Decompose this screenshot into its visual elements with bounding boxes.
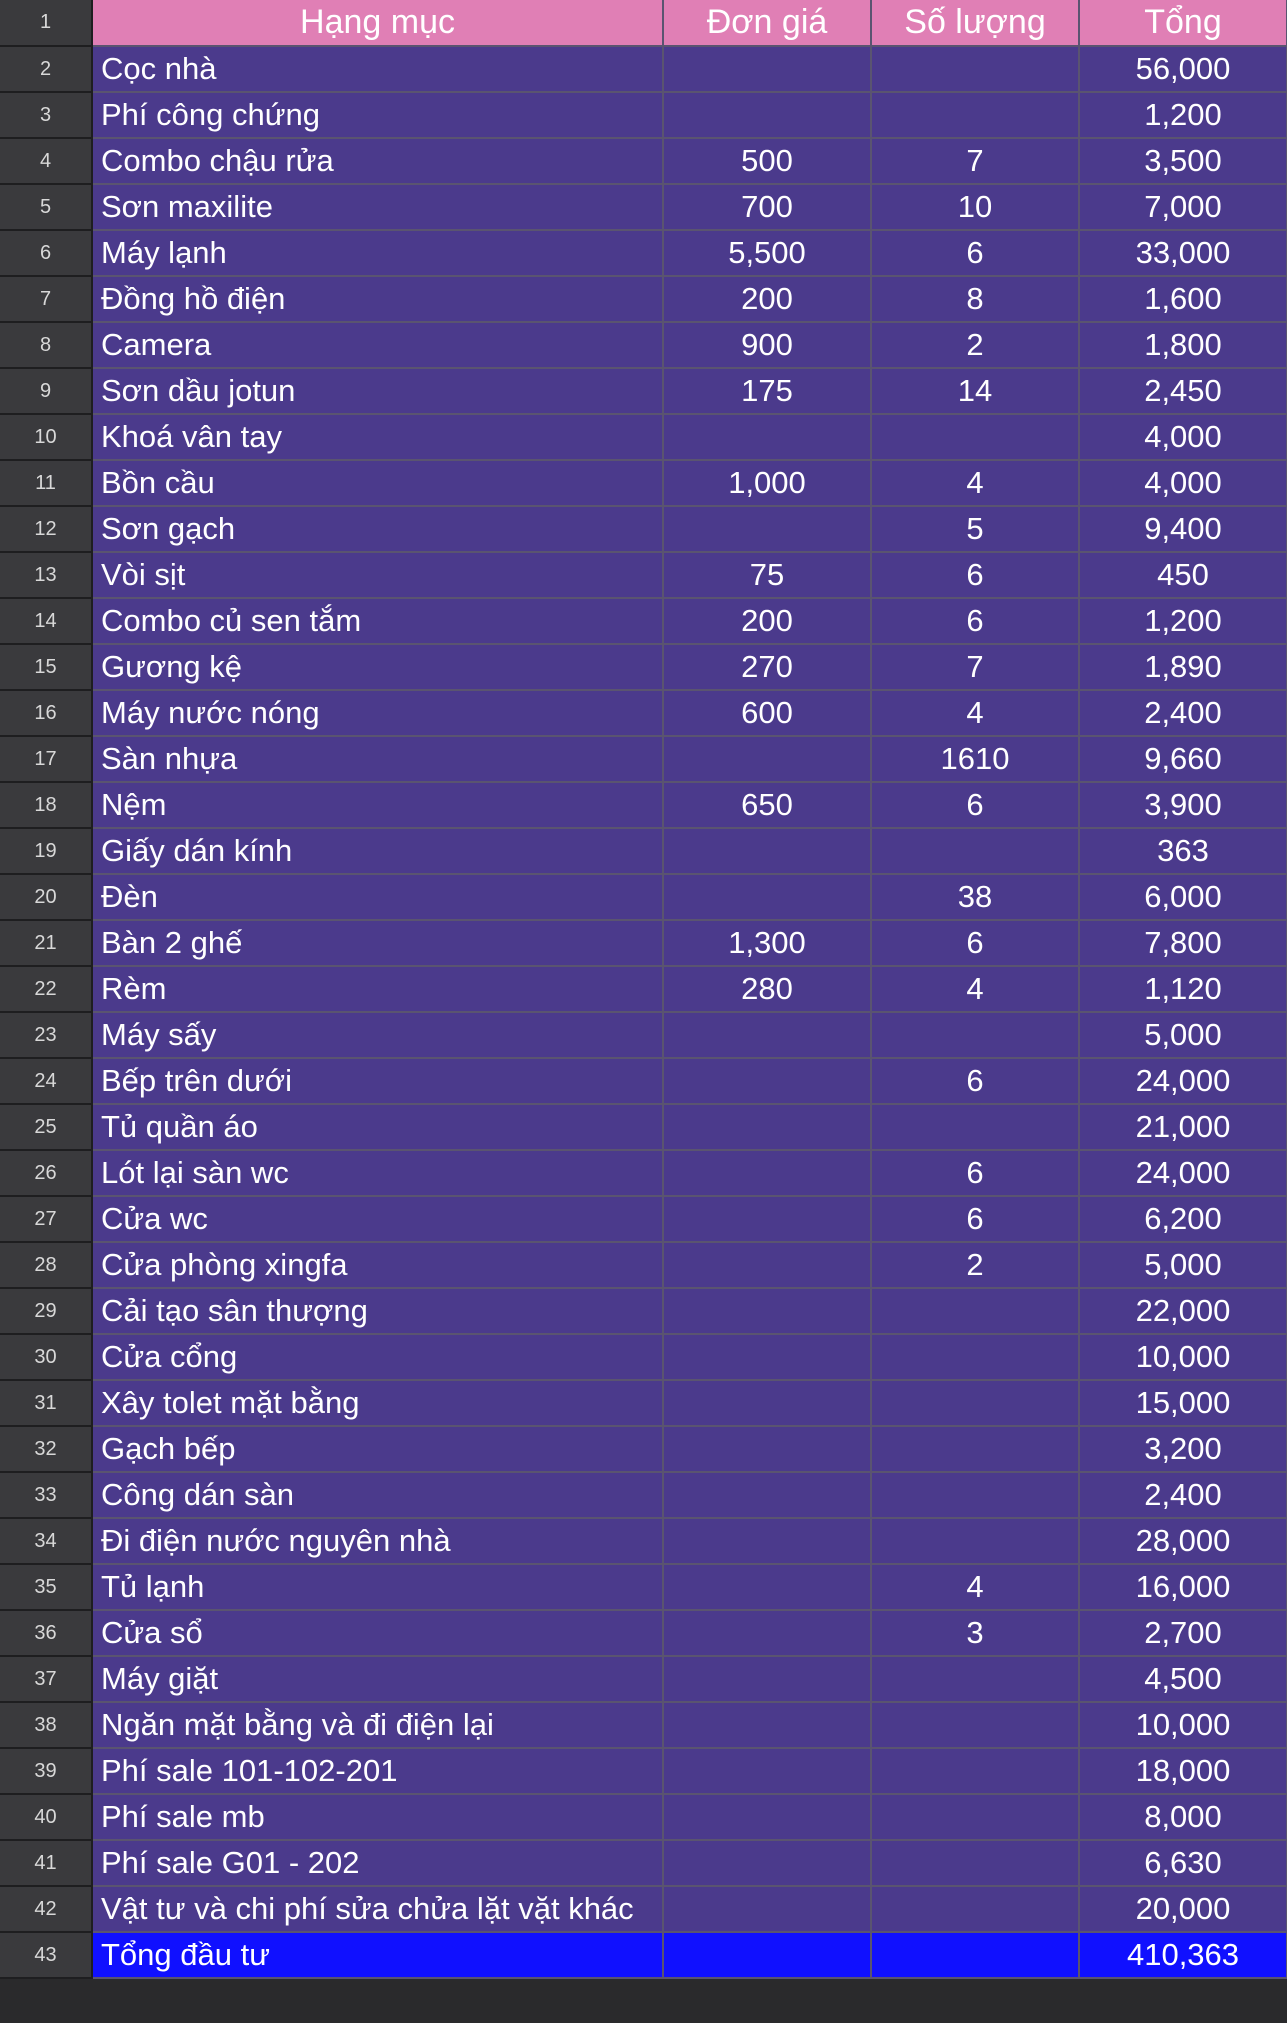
cell-price[interactable] <box>663 1794 871 1840</box>
cell-quantity[interactable]: 6 <box>871 1150 1079 1196</box>
cell-item[interactable]: Sơn dầu jotun <box>92 368 663 414</box>
table-row <box>0 138 1287 184</box>
row-number[interactable]: 31 <box>0 1380 92 1426</box>
table-row <box>0 1196 1287 1242</box>
cell-price[interactable] <box>663 1196 871 1242</box>
cell-price[interactable]: 600 <box>663 690 871 736</box>
row-number[interactable]: 28 <box>0 1242 92 1288</box>
cell-quantity[interactable] <box>871 414 1079 460</box>
row-number[interactable]: 1 <box>0 0 92 46</box>
row-number[interactable]: 5 <box>0 184 92 230</box>
cell-price[interactable] <box>663 828 871 874</box>
cell-quantity[interactable] <box>871 1104 1079 1150</box>
table-row <box>0 1610 1287 1656</box>
table-row <box>0 92 1287 138</box>
table-row <box>0 184 1287 230</box>
cell-total[interactable]: 9,400 <box>1079 506 1287 552</box>
table-row <box>0 1104 1287 1150</box>
cell-item[interactable]: Sàn nhựa <box>92 736 663 782</box>
cell-total[interactable]: 7,000 <box>1079 184 1287 230</box>
cell-item[interactable]: Máy sấy <box>92 1012 663 1058</box>
table-row <box>0 322 1287 368</box>
cell-total[interactable]: 15,000 <box>1079 1380 1287 1426</box>
row-number[interactable]: 16 <box>0 690 92 736</box>
row-number[interactable]: 12 <box>0 506 92 552</box>
cell-price[interactable] <box>663 1564 871 1610</box>
cell-total[interactable]: 33,000 <box>1079 230 1287 276</box>
table-row <box>0 1518 1287 1564</box>
cell-quantity[interactable]: 8 <box>871 276 1079 322</box>
header-cell-total[interactable]: Tổng <box>1079 0 1287 46</box>
cell-price[interactable] <box>663 1886 871 1932</box>
cell-quantity[interactable] <box>871 1334 1079 1380</box>
cell-total[interactable]: 9,660 <box>1079 736 1287 782</box>
cell-quantity[interactable] <box>871 1702 1079 1748</box>
cell-quantity[interactable]: 6 <box>871 1196 1079 1242</box>
cell-quantity[interactable]: 3 <box>871 1610 1079 1656</box>
row-number[interactable]: 4 <box>0 138 92 184</box>
cell-price[interactable] <box>663 1656 871 1702</box>
table-row <box>0 1472 1287 1518</box>
cell-quantity[interactable] <box>871 46 1079 92</box>
row-number[interactable]: 19 <box>0 828 92 874</box>
total-row <box>0 1932 1287 1978</box>
cell-item[interactable]: Cửa phòng xingfa <box>92 1242 663 1288</box>
row-number[interactable]: 18 <box>0 782 92 828</box>
cell-quantity[interactable]: 6 <box>871 230 1079 276</box>
cell-total[interactable]: 22,000 <box>1079 1288 1287 1334</box>
table-row <box>0 1380 1287 1426</box>
cell-total[interactable]: 2,700 <box>1079 1610 1287 1656</box>
cell-item[interactable]: Combo chậu rửa <box>92 138 663 184</box>
cell-item[interactable]: Nệm <box>92 782 663 828</box>
cell-quantity[interactable]: 4 <box>871 460 1079 506</box>
cell-total[interactable]: 4,500 <box>1079 1656 1287 1702</box>
cell-price[interactable] <box>663 1058 871 1104</box>
cell-item[interactable]: Bếp trên dưới <box>92 1058 663 1104</box>
table-row <box>0 1840 1287 1886</box>
cell-item[interactable]: Vòi sịt <box>92 552 663 598</box>
cell-price[interactable] <box>663 1012 871 1058</box>
table-row <box>0 1564 1287 1610</box>
cell-quantity[interactable]: 38 <box>871 874 1079 920</box>
row-number[interactable]: 42 <box>0 1886 92 1932</box>
cell-price[interactable]: 1,300 <box>663 920 871 966</box>
cell-item[interactable]: Lót lại sàn wc <box>92 1150 663 1196</box>
cell-quantity[interactable]: 5 <box>871 506 1079 552</box>
cell-price[interactable] <box>663 414 871 460</box>
cell-quantity[interactable] <box>871 1656 1079 1702</box>
cell-item[interactable]: Khoá vân tay <box>92 414 663 460</box>
row-number[interactable]: 17 <box>0 736 92 782</box>
cell-price[interactable] <box>663 1518 871 1564</box>
cell-item[interactable]: Cọc nhà <box>92 46 663 92</box>
cell-item[interactable]: Cửa cổng <box>92 1334 663 1380</box>
cell-quantity[interactable]: 1610 <box>871 736 1079 782</box>
cell-item[interactable]: Sơn maxilite <box>92 184 663 230</box>
total-label-cell[interactable]: Tổng đầu tư <box>92 1932 663 1978</box>
row-number[interactable]: 11 <box>0 460 92 506</box>
table-row <box>0 1012 1287 1058</box>
header-row <box>0 0 1287 46</box>
row-number[interactable]: 30 <box>0 1334 92 1380</box>
table-row <box>0 690 1287 736</box>
cell-item[interactable]: Phí sale mb <box>92 1794 663 1840</box>
cell-price[interactable]: 5,500 <box>663 230 871 276</box>
header-cell-price[interactable]: Đơn giá <box>663 0 871 46</box>
row-number[interactable]: 32 <box>0 1426 92 1472</box>
cell-total[interactable]: 1,120 <box>1079 966 1287 1012</box>
row-number[interactable]: 43 <box>0 1932 92 1978</box>
cell-item[interactable]: Xây tolet mặt bằng <box>92 1380 663 1426</box>
row-number[interactable]: 3 <box>0 92 92 138</box>
cell-quantity[interactable] <box>871 1012 1079 1058</box>
cell-quantity[interactable] <box>871 828 1079 874</box>
cell-price[interactable] <box>663 1748 871 1794</box>
cell-price[interactable] <box>663 92 871 138</box>
cell-total[interactable]: 10,000 <box>1079 1702 1287 1748</box>
cell-total[interactable]: 6,630 <box>1079 1840 1287 1886</box>
cell-price[interactable] <box>663 1610 871 1656</box>
cell-price[interactable]: 1,000 <box>663 460 871 506</box>
cell-item[interactable]: Sơn gạch <box>92 506 663 552</box>
cell-item[interactable]: Cải tạo sân thượng <box>92 1288 663 1334</box>
cell-item[interactable]: Tủ lạnh <box>92 1564 663 1610</box>
cell-price[interactable] <box>663 1840 871 1886</box>
cell-item[interactable]: Phí công chứng <box>92 92 663 138</box>
table-row <box>0 276 1287 322</box>
table-row <box>0 1426 1287 1472</box>
row-number[interactable]: 37 <box>0 1656 92 1702</box>
cell-item[interactable]: Tủ quần áo <box>92 1104 663 1150</box>
row-number[interactable]: 21 <box>0 920 92 966</box>
cell-quantity[interactable] <box>871 1426 1079 1472</box>
row-number[interactable]: 29 <box>0 1288 92 1334</box>
cell-total[interactable]: 450 <box>1079 552 1287 598</box>
cell-quantity[interactable]: 2 <box>871 322 1079 368</box>
cell-total[interactable]: 4,000 <box>1079 414 1287 460</box>
row-number[interactable]: 7 <box>0 276 92 322</box>
table-row <box>0 920 1287 966</box>
cell-total[interactable]: 6,200 <box>1079 1196 1287 1242</box>
table-row <box>0 1886 1287 1932</box>
table-row <box>0 1058 1287 1104</box>
cell-total[interactable]: 1,600 <box>1079 276 1287 322</box>
cell-quantity[interactable]: 4 <box>871 966 1079 1012</box>
cell-quantity[interactable]: 4 <box>871 1564 1079 1610</box>
table-row <box>0 1150 1287 1196</box>
cell-price[interactable] <box>663 1150 871 1196</box>
table-row <box>0 230 1287 276</box>
table-row <box>0 506 1287 552</box>
cell-item[interactable]: Cửa wc <box>92 1196 663 1242</box>
cell-quantity[interactable]: 7 <box>871 644 1079 690</box>
cell-total[interactable]: 21,000 <box>1079 1104 1287 1150</box>
cell-quantity[interactable] <box>871 1932 1079 1978</box>
row-number[interactable]: 40 <box>0 1794 92 1840</box>
row-number[interactable]: 10 <box>0 414 92 460</box>
cell-total[interactable]: 7,800 <box>1079 920 1287 966</box>
cell-quantity[interactable] <box>871 1518 1079 1564</box>
row-number[interactable]: 35 <box>0 1564 92 1610</box>
cell-total[interactable]: 20,000 <box>1079 1886 1287 1932</box>
cell-price[interactable] <box>663 1702 871 1748</box>
cell-item[interactable]: Gạch bếp <box>92 1426 663 1472</box>
cell-price[interactable] <box>663 1426 871 1472</box>
cell-price[interactable] <box>663 46 871 92</box>
cell-quantity[interactable] <box>871 1472 1079 1518</box>
cell-total[interactable]: 6,000 <box>1079 874 1287 920</box>
table-row <box>0 782 1287 828</box>
cell-total[interactable]: 8,000 <box>1079 1794 1287 1840</box>
cell-total[interactable]: 2,450 <box>1079 368 1287 414</box>
cell-price[interactable]: 500 <box>663 138 871 184</box>
header-cell-quantity[interactable]: Số lượng <box>871 0 1079 46</box>
cell-price[interactable] <box>663 1104 871 1150</box>
cell-price[interactable] <box>663 506 871 552</box>
cell-price[interactable]: 270 <box>663 644 871 690</box>
cell-price[interactable]: 650 <box>663 782 871 828</box>
row-number[interactable]: 24 <box>0 1058 92 1104</box>
cell-total[interactable]: 24,000 <box>1079 1058 1287 1104</box>
cell-item[interactable]: Bồn cầu <box>92 460 663 506</box>
cell-total[interactable]: 5,000 <box>1079 1012 1287 1058</box>
cell-total[interactable]: 3,200 <box>1079 1426 1287 1472</box>
cell-item[interactable]: Combo củ sen tắm <box>92 598 663 644</box>
row-number[interactable]: 20 <box>0 874 92 920</box>
row-number[interactable]: 39 <box>0 1748 92 1794</box>
cell-price[interactable] <box>663 1380 871 1426</box>
cell-quantity[interactable] <box>871 1840 1079 1886</box>
cell-price[interactable] <box>663 1242 871 1288</box>
table-row <box>0 644 1287 690</box>
cell-item[interactable]: Giấy dán kính <box>92 828 663 874</box>
table-row <box>0 874 1287 920</box>
cell-quantity[interactable]: 10 <box>871 184 1079 230</box>
row-number[interactable]: 9 <box>0 368 92 414</box>
cell-quantity[interactable] <box>871 1886 1079 1932</box>
row-number[interactable]: 23 <box>0 1012 92 1058</box>
row-number[interactable]: 6 <box>0 230 92 276</box>
cell-item[interactable]: Đi điện nước nguyên nhà <box>92 1518 663 1564</box>
cell-item[interactable]: Máy giặt <box>92 1656 663 1702</box>
row-number[interactable]: 41 <box>0 1840 92 1886</box>
cell-item[interactable]: Gương kệ <box>92 644 663 690</box>
row-number[interactable]: 8 <box>0 322 92 368</box>
table-row <box>0 1794 1287 1840</box>
cell-item[interactable]: Bàn 2 ghế <box>92 920 663 966</box>
cell-quantity[interactable]: 14 <box>871 368 1079 414</box>
cell-item[interactable]: Phí sale 101-102-201 <box>92 1748 663 1794</box>
cell-total[interactable]: 2,400 <box>1079 1472 1287 1518</box>
row-number[interactable]: 25 <box>0 1104 92 1150</box>
table-row <box>0 368 1287 414</box>
cell-item[interactable]: Đồng hồ điện <box>92 276 663 322</box>
cell-quantity[interactable] <box>871 1288 1079 1334</box>
cell-total[interactable]: 10,000 <box>1079 1334 1287 1380</box>
cell-price[interactable] <box>663 1288 871 1334</box>
header-cell-item[interactable]: Hạng mục <box>92 0 663 46</box>
cell-total[interactable]: 1,200 <box>1079 92 1287 138</box>
cell-quantity[interactable]: 6 <box>871 1058 1079 1104</box>
table-row <box>0 598 1287 644</box>
cell-quantity[interactable] <box>871 1380 1079 1426</box>
cell-quantity[interactable]: 4 <box>871 690 1079 736</box>
table-row <box>0 1288 1287 1334</box>
cell-item[interactable]: Camera <box>92 322 663 368</box>
cell-quantity[interactable] <box>871 1794 1079 1840</box>
cell-price[interactable]: 175 <box>663 368 871 414</box>
cell-quantity[interactable]: 2 <box>871 1242 1079 1288</box>
cell-price[interactable] <box>663 736 871 782</box>
cell-quantity[interactable]: 6 <box>871 920 1079 966</box>
row-number[interactable]: 14 <box>0 598 92 644</box>
table-row <box>0 1334 1287 1380</box>
cell-quantity[interactable]: 6 <box>871 552 1079 598</box>
cell-item[interactable]: Cửa sổ <box>92 1610 663 1656</box>
table-row <box>0 1702 1287 1748</box>
cell-total[interactable]: 1,800 <box>1079 322 1287 368</box>
row-number[interactable]: 22 <box>0 966 92 1012</box>
row-number[interactable]: 15 <box>0 644 92 690</box>
table-row <box>0 736 1287 782</box>
cell-total[interactable]: 363 <box>1079 828 1287 874</box>
table-row <box>0 1748 1287 1794</box>
cell-price[interactable]: 280 <box>663 966 871 1012</box>
cell-quantity[interactable]: 7 <box>871 138 1079 184</box>
cell-item[interactable]: Phí sale G01 - 202 <box>92 1840 663 1886</box>
row-number[interactable]: 13 <box>0 552 92 598</box>
cell-price[interactable] <box>663 874 871 920</box>
cell-item[interactable]: Máy lạnh <box>92 230 663 276</box>
cell-quantity[interactable] <box>871 92 1079 138</box>
row-number[interactable]: 36 <box>0 1610 92 1656</box>
cell-price[interactable]: 200 <box>663 598 871 644</box>
cell-item[interactable]: Rèm <box>92 966 663 1012</box>
cell-total[interactable]: 18,000 <box>1079 1748 1287 1794</box>
row-number[interactable]: 26 <box>0 1150 92 1196</box>
cell-total[interactable]: 1,200 <box>1079 598 1287 644</box>
cell-total[interactable]: 4,000 <box>1079 460 1287 506</box>
table-row <box>0 460 1287 506</box>
cell-price[interactable]: 75 <box>663 552 871 598</box>
cell-quantity[interactable]: 6 <box>871 598 1079 644</box>
row-number[interactable]: 33 <box>0 1472 92 1518</box>
table-row <box>0 828 1287 874</box>
table-row <box>0 46 1287 92</box>
cell-total[interactable]: 5,000 <box>1079 1242 1287 1288</box>
cell-item[interactable]: Công dán sàn <box>92 1472 663 1518</box>
table-row <box>0 552 1287 598</box>
cell-total[interactable]: 24,000 <box>1079 1150 1287 1196</box>
row-number[interactable]: 38 <box>0 1702 92 1748</box>
table-row <box>0 1242 1287 1288</box>
cell-total[interactable]: 3,500 <box>1079 138 1287 184</box>
cell-price[interactable]: 200 <box>663 276 871 322</box>
cell-price[interactable] <box>663 1334 871 1380</box>
cell-price[interactable] <box>663 1932 871 1978</box>
row-number[interactable]: 34 <box>0 1518 92 1564</box>
cell-item[interactable]: Máy nước nóng <box>92 690 663 736</box>
cell-total[interactable]: 28,000 <box>1079 1518 1287 1564</box>
table-row <box>0 1656 1287 1702</box>
cell-quantity[interactable]: 6 <box>871 782 1079 828</box>
cell-item[interactable]: Đèn <box>92 874 663 920</box>
cell-quantity[interactable] <box>871 1748 1079 1794</box>
table-row <box>0 414 1287 460</box>
cell-item[interactable]: Ngăn mặt bằng và đi điện lại <box>92 1702 663 1748</box>
cell-price[interactable] <box>663 1472 871 1518</box>
cell-total[interactable]: 3,900 <box>1079 782 1287 828</box>
cell-total[interactable]: 2,400 <box>1079 690 1287 736</box>
row-number[interactable]: 2 <box>0 46 92 92</box>
row-number[interactable]: 27 <box>0 1196 92 1242</box>
cell-price[interactable]: 700 <box>663 184 871 230</box>
table-row <box>0 966 1287 1012</box>
cell-total[interactable]: 16,000 <box>1079 1564 1287 1610</box>
cell-item[interactable]: Vật tư và chi phí sửa chửa lặt vặt khác <box>92 1886 663 1932</box>
cell-price[interactable]: 900 <box>663 322 871 368</box>
cell-total[interactable]: 1,890 <box>1079 644 1287 690</box>
total-value-cell[interactable]: 410,363 <box>1079 1932 1287 1978</box>
cell-total[interactable]: 56,000 <box>1079 46 1287 92</box>
